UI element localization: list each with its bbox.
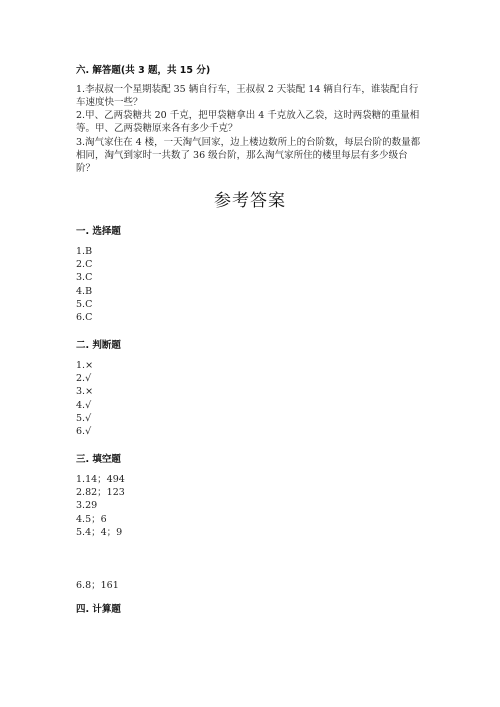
list-item: 1.B <box>76 246 93 257</box>
list-item: 6.√ <box>76 425 92 437</box>
list-item: 4.√ <box>76 399 92 411</box>
list-item: 1.14；494 <box>76 474 125 485</box>
list-item: 3.29 <box>76 500 98 512</box>
part2-answer-list <box>76 359 93 438</box>
part1-heading: 一. 选择题 <box>76 226 121 237</box>
list-item: 3.× <box>76 386 94 398</box>
part3-answer-6: 6.8；161 <box>76 580 119 591</box>
question-1: 1.李叔叔一个星期装配 35 辆自行车，王叔叔 2 天装配 14 辆自行车，谁装配自行车速度快一些？ <box>76 84 419 108</box>
part3-heading: 三. 填空题 <box>76 454 121 465</box>
list-item: 2.C <box>76 259 93 271</box>
list-item: 5.C <box>76 298 93 310</box>
part2-heading: 二. 判断题 <box>76 340 121 351</box>
list-item: 5.4；4；9 <box>76 526 123 538</box>
list-item: 3.C <box>76 272 93 284</box>
list-item: 2.√ <box>76 373 92 385</box>
question-3: 3.淘气家住在 4 楼，一天淘气回家，边上楼边数所上的台阶数，每层台阶的数量都相同，淘气到家时一共数了 36 级台阶，那么淘气家所住的楼里每层有多少级台阶？ <box>76 137 421 174</box>
part1-answer-list <box>76 245 92 324</box>
section6-heading: 六. 解答题(共 3 题，共 15 分) <box>76 65 211 76</box>
part4-heading: 四. 计算题 <box>76 604 121 615</box>
part3-answer-list <box>76 473 125 539</box>
list-item: 2.82；123 <box>76 487 125 499</box>
answer-title: 参考答案 <box>214 191 286 211</box>
question-2: 2.甲、乙两袋糖共 20 千克，把甲袋糖拿出 4 千克放入乙袋，这时两袋糖的重量相等。甲、乙两袋糖原来各有多少千克？ <box>76 110 420 134</box>
list-item: 4.B <box>76 285 93 297</box>
list-item: 1.× <box>76 360 94 371</box>
list-item: 6.C <box>76 311 93 323</box>
list-item: 4.5；6 <box>76 513 107 525</box>
list-item: 5.√ <box>76 412 92 424</box>
